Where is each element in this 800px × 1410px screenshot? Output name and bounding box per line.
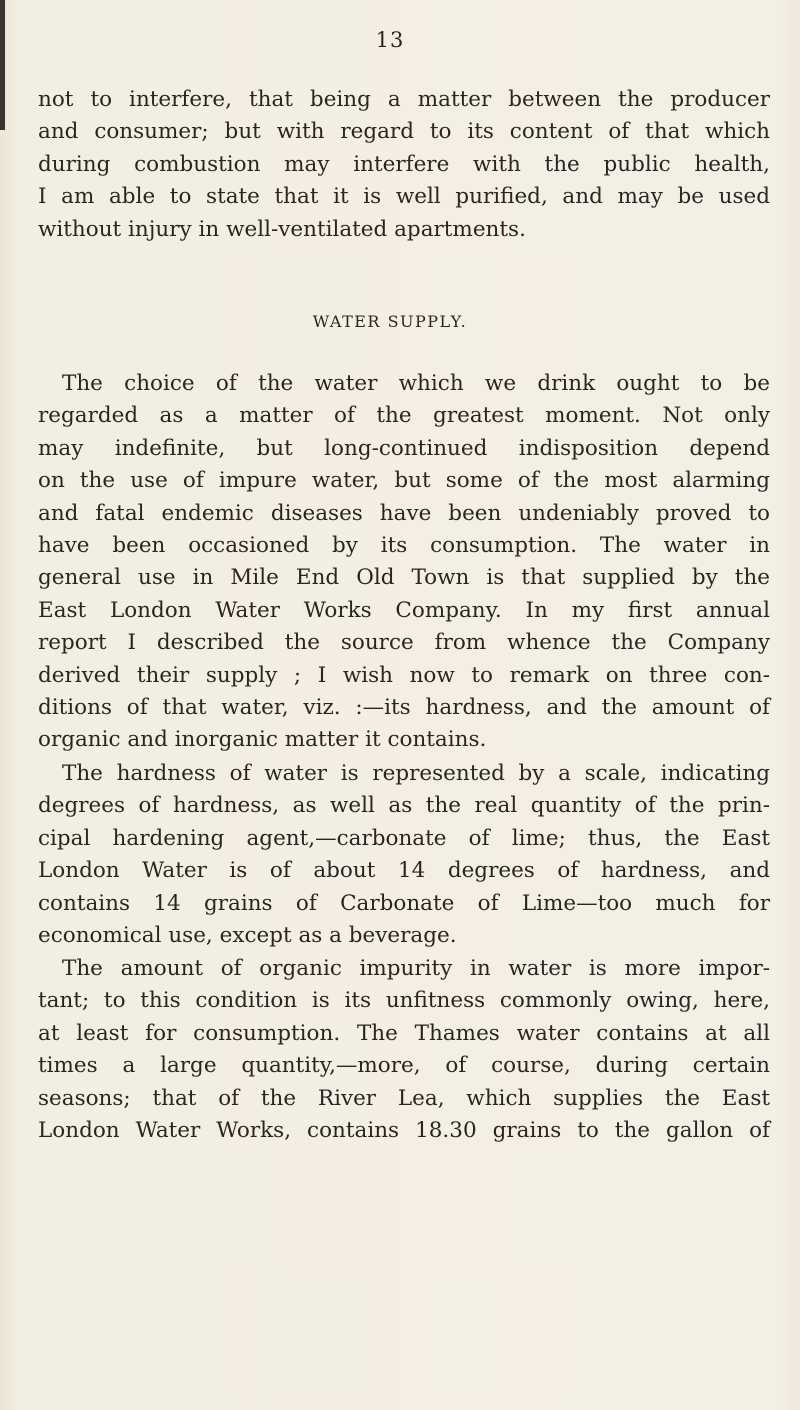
text-line: economical use, except as a beverage. (38, 922, 457, 948)
section-heading: WATER SUPPLY. (312, 312, 468, 331)
text-line: cipal hardening agent,—carbonate of lime; thus, the East (38, 825, 770, 851)
text-line: on the use of impure water, but some of the most alarming (38, 468, 770, 494)
text-line: seasons; that of the River Lea, which supplies the East (38, 1085, 770, 1111)
text-line: East London Water Works Company. In my first annual (38, 597, 770, 623)
paragraph-choice-of-water (38, 368, 770, 757)
text-line: London Water Works, contains 18.30 grains to the gallon of (38, 1117, 770, 1143)
paragraph-organic-impurity (38, 953, 770, 1147)
text-line: have been occasioned by its consumption. The water in (38, 532, 770, 558)
text-line: may indefinite, but long-continued indisposition depend (38, 435, 770, 461)
text-line: The hardness of water is represented by a scale, indicating (62, 761, 770, 786)
text-line: and fatal endemic diseases have been undeniably proved to (38, 500, 770, 526)
text-line: times a large quantity,—more, of course, during certain (38, 1053, 770, 1079)
text-line: at least for consumption. The Thames water contains at all (38, 1020, 770, 1046)
text-line: contains 14 grains of Carbonate of Lime—too much for (38, 890, 770, 916)
text-line: ditions of that water, viz. :—its hardness, and the amount of (38, 694, 770, 720)
text-line: and consumer; but with regard to its content of that which (38, 119, 770, 145)
text-line: London Water is of about 14 degrees of hardness, and (38, 858, 770, 884)
text-line: The amount of organic impurity in water is more impor- (62, 956, 770, 981)
text-line: general use in Mile End Old Town is that supplied by the (38, 565, 770, 591)
text-line: tant; to this condition is its unfitness commonly owing, here, (38, 988, 770, 1014)
text-line: regarded as a matter of the greatest moment. Not only (38, 403, 770, 429)
text-line: during combustion may interfere with the public health, (38, 151, 770, 177)
text-line: I am able to state that it is well purified, and may be used (38, 184, 770, 210)
page-number: 13 (375, 28, 405, 52)
text-line: report I described the source from whence the Company (38, 630, 770, 656)
text-line: The choice of the water which we drink ought to be (62, 371, 770, 396)
text-line: organic and inorganic matter it contains. (38, 727, 487, 753)
opening-paragraph (38, 84, 770, 246)
text-line: derived their supply ; I wish now to remark on three con- (38, 662, 770, 688)
page-edge-shadow (0, 0, 5, 130)
paragraph-hardness (38, 758, 770, 952)
text-line: not to interfere, that being a matter between the producer (38, 87, 770, 112)
text-line: without injury in well-ventilated apartments. (38, 216, 526, 242)
text-line: degrees of hardness, as well as the real quantity of the prin- (38, 793, 770, 819)
